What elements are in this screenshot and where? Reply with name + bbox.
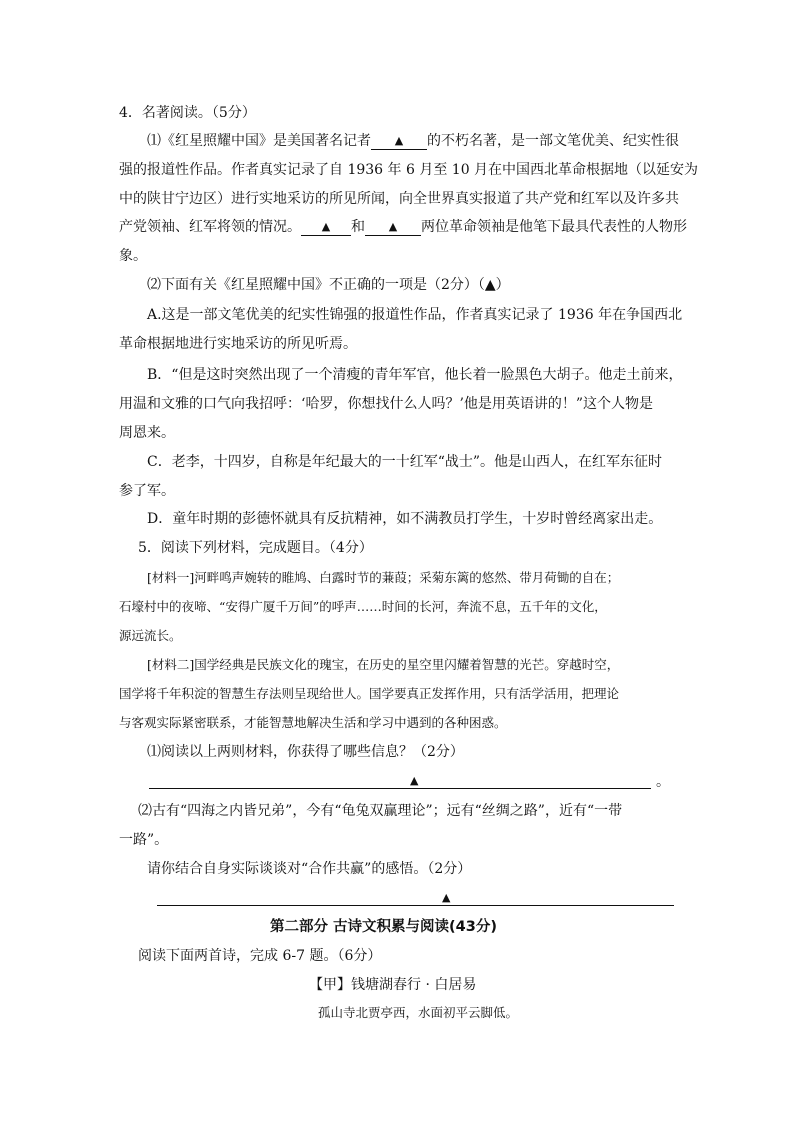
q4-p1-line5: 象。 <box>119 248 147 264</box>
material-2-line3: 与客观实际紧密联系，才能智慧地解决生活和学习中遇到的各种困惑。 <box>119 715 507 730</box>
option-b-line3: 周恩来。 <box>119 425 175 441</box>
option-c-line2: 参了军。 <box>119 483 175 499</box>
blank-marker: ▲ <box>410 774 419 787</box>
option-a-line1: A.这是一部文笔优美的纪实性锦强的报道性作品，作者真实记录了 1936 年在争国西北 <box>147 307 683 323</box>
blank-marker: ▲ <box>388 220 398 233</box>
answer-blank-2 <box>301 220 351 236</box>
q5-sub2-line1: ⑵古有“四海之内皆兄弟”，今有“龟兔双赢理论”；远有“丝绸之路”，近有“一带 <box>138 803 623 819</box>
q4-title: 4．名著阅读。（5分） <box>119 105 256 121</box>
poem-title: 【甲】钱塘湖春行 · 白居易 <box>309 977 477 993</box>
poem-line-1: 孤山寺北贾亭西，水面初平云脚低。 <box>318 1005 519 1020</box>
option-b-line1: B．“但是这时突然出现了一个清瘦的青年军官，他长着一脸黑色大胡子。他走土前来， <box>147 367 683 383</box>
option-c-line1: C．老李，十四岁，自称是年纪最大的一十红军“战士”。他是山西人，在红军东征时 <box>147 454 663 470</box>
material-1-line2: 石壕村中的夜啼、“安得广厦千万间”的呼声……时间的长河，奔流不息，五千年的文化， <box>119 599 607 614</box>
q5-sub1: ⑴阅读以上两则材料，你获得了哪些信息？（2分） <box>147 744 464 760</box>
option-a-line2: 革命根据地进行实地采访的所见听焉。 <box>119 336 357 352</box>
q4-p1-line4-b: 两位革命领袖是他笔下最具代表性的人物形 <box>421 219 687 235</box>
material-2-line1: [材料二]国学经典是民族文化的瑰宝，在历史的星空里闪耀着智慧的光芒。穿越时空， <box>147 657 620 672</box>
answer-line-1-period: 。 <box>656 774 670 790</box>
q5-title: 5．阅读下列材料，完成题目。（4分） <box>138 540 373 556</box>
material-1-line3: 源远流长。 <box>119 628 182 643</box>
q4-p1-line2: 强的报道性作品。作者真实记录了自 1936 年 6 月至 10 月在中国西北革命根据地（以延安为 <box>119 162 699 178</box>
answer-line-2-marker <box>442 889 450 908</box>
q4-p1-line4-and: 和 <box>351 219 365 235</box>
part2-intro: 阅读下面两首诗，完成 6-7 题。（6分） <box>138 948 382 964</box>
q4-p1-line1-b: 的不朽名著，是一部文笔优美、纪实性很 <box>427 133 679 149</box>
q4-p2-stem: ⑵下面有关《红星照耀中国》不正确的一项是（2分）（▲） <box>147 277 510 293</box>
blank-marker: ▲ <box>321 220 331 233</box>
blank-marker: ▲ <box>394 134 404 147</box>
material-2-line2: 国学将千年积淀的智慧生存法则呈现给世人。国学要真正发挥作用，只有活学活用，把理论 <box>119 686 620 701</box>
q4-p1-line4-a: 产党领袖、红军将领的情况。 <box>119 219 301 235</box>
q5-sub2-line2: 一路”。 <box>119 832 169 848</box>
part2-heading: 第二部分 古诗文积累与阅读(43分) <box>270 919 497 935</box>
option-d-line1: D．童年时期的彭德怀就具有反抗精神，如不满教员打学生，十岁时曾经离家出走。 <box>147 511 663 527</box>
answer-line-1 <box>149 788 651 789</box>
q4-p1-line1 <box>147 132 679 150</box>
answer-blank-1 <box>371 134 427 150</box>
q4-p1-line4 <box>119 218 687 236</box>
material-1-line1: [材料一]河畔鸣声婉转的睢鸠、白露时节的蒹葭；采菊东篱的悠然、带月荷锄的自在； <box>147 570 620 585</box>
q4-p1-line1-a: ⑴《红星照耀中国》是美国著名记者 <box>147 133 371 149</box>
answer-line-2 <box>157 905 674 906</box>
answer-line-1-marker <box>410 772 418 791</box>
answer-blank-3 <box>365 220 421 236</box>
option-b-line2: 用温和文雅的口气向我招呼：‘哈罗，你想找什么人吗？’他是用英语讲的！”这个人物是 <box>119 396 654 412</box>
q4-p1-line3: 中的陕甘宁边区）进行实地采访的所见所闻，向全世界真实报道了共产党和红军以及许多共 <box>119 191 679 207</box>
q5-sub2-line3: 请你结合自身实际谈谈对“合作共赢”的感悟。（2分） <box>147 861 472 877</box>
blank-marker: ▲ <box>442 891 451 904</box>
